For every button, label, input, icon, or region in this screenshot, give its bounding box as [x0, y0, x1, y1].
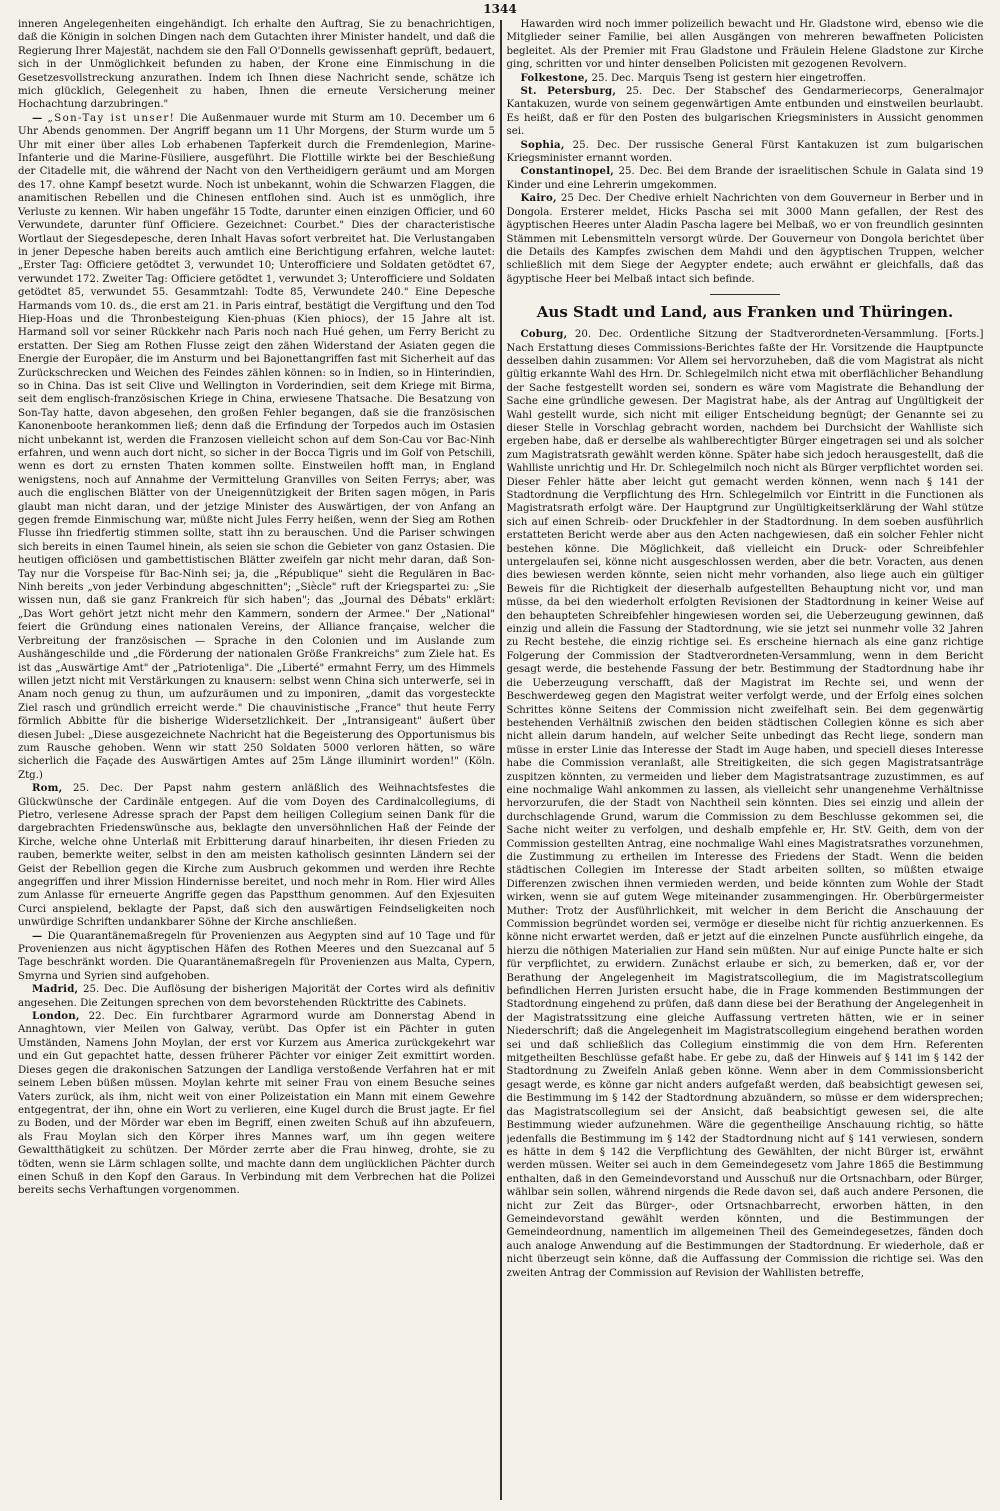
- article-text: 25. Dec. Der Papst nahm gestern anläßlich des Weihnachtsfestes die Glückwünsche der Cardinäle entgegen. Auf die vom Doyen des Cardinalcollegiums, di Pietro, verlesene Adresse sprach der Papst dem heiligen Collegium seinen Dank für die dargebrachten Friedenswünsche aus, beklagte den unversöhnlichen Haß der Feinde der Kirche, welche ohne Unterlaß mit Erbitterung darauf hinarbeiten, ihr diesen Frieden zu rauben, bemerkte weiter, selbst in den am meisten katholisch gesinnten Ländern sei der Geist der Rebellion gegen die Kirche zum Ausbruch gekommen und werden ihre Rechte angegriffen und ihrer Mission Hindernisse bereitet, und noch mehr in Rom. Hier wird Alles zum Anlasse für erneuerte Angriffe gegen das Papstthum genommen. Auf den Exjesuiten Curci anspielend, beklagte der Papst, daß sich den auswärtigen Feindseligkeiten noch unwürdige Schriften undankbarer Söhne der Kirche anschließen.: [18, 783, 495, 929]
- article-text: Die Quarantänemaßregeln für Provenienzen aus Aegypten sind auf 10 Tage und für Provenienzen aus nicht ägyptischen Häfen des Rothen Meeres und den Suezcanal auf 5 Tage beschränkt worden. Die Quarantänemaßregeln für Provenienzen aus Malta, Cypern, Smyrna und Syrien sind aufgehoben.: [18, 930, 495, 982]
- article-text: Die Außenmauer wurde mit Sturm am 10. December um 6 Uhr Abends genommen. Der Angriff begann um 11 Uhr Morgens, der Sturm wurde um 5 Uhr mit einer über alles Lob erhabenen Tapferkeit durch die Fremdenlegion, Marine-Infanterie und die Marine-Füsiliere, ausgeführt. Die Flottille wirkte bei der Beschießung der Citadelle mit, die während der Nacht von den Vertheidigern geräumt und am Morgen des 17. ohne Kampf besetzt wurde. Noch ist unbekannt, wohin die Schwarzen Flaggen, die anamitischen Rebellen und die Chinesen entflohen sind. Auch ist es unmöglich, ihre Verluste zu kennen. Wir haben ungefähr 15 Todte, darunter einen einzigen Officier, und 60 Verwundete, darunter fünf Officiere. Gezeichnet: Courbet." Dies der characteristische Wortlaut der Siegesdepesche, deren Inhalt Havas sofort verbreitet hat. Die Verlustangaben in jener Depesche haben bereits auch amtlich eine Berichtigung erfahren, welche lautet: „Erster Tag: Officiere getödtet 3, verwundet 10; Unterofficiere und Soldaten getödtet 67, verwundet 172. Zweiter Tag: Officiere getödtet 1, verwundet 3; Unterofficiere und Soldaten getödtet 85, verwundet 55. Gesammtzahl: Todte 85, Verwundete 240." Eine Depesche Harmands vom 10. ds., die erst am 21. in Paris eintraf, bestätigt die Vergiftung und den Tod Hiep-Hoas und die Thronbesteigung Kien-phuas (Kien phiocs), der 15 Jahre alt ist. Harmand soll vor seiner Rückkehr nach Paris noch nach Hué gehen, um Ferry Bericht zu erstatten. Der Sieg am Rothen Flusse zeigt den zähen Widerstand der Asiaten gegen die Energie der Europäer, die im Ansturm und bei Bajonettangriffen fast mit Sicherheit auf das Zurückschrecken und Weichen des Feindes zählen können: so in Indien, so in Hinterindien, so in China. Das ist seit Clive und Wellington in Vorderindien, seit dem Kriege mit Birma, seit dem englisch-französischen Kriege in China, erwiesene Thatsache. Die Besatzung von Son-Tay hatte, davon abgesehen, den großen Fehler begangen, daß sie die französischen Kanonenboote herankommen ließ; denn daß die Erfindung der Torpedos auch im Ostasien nicht unbekannt ist, werden die Franzosen vielleicht schon auf dem Son-Cau vor Bac-Ninh erfahren, und wenn auch dort nicht, so sicher in der Bocca Tigris und im Golf von Petschili, wenn es dort zu ernsten Thaten kommen sollte. Einstweilen hofft man, in England wenigstens, noch auf Annahme der Vermittelung Granvilles von Seiten Ferrys; aber, was auch die englischen Blätter von der Uneigennützigkeit der Briten sagen mögen, in Paris glaubt man nicht daran, und der jetzige Minister des Auswärtigen, der von Anfang an gegen fremde Einmischung war, müßte nicht Jules Ferry heißen, wenn der Sieg am Rothen Flusse ihn friedfertig stimmen sollte, statt ihn zu berauschen. Und die Pariser schwingen sich bereits in einen Taumel hinein, als seien sie schon die Gebieter von ganz Ostasien. Die heutigen officiösen und gambettistischen Blätter zweifeln gar nicht mehr daran, daß Son-Tay nur die Vorspeise für Bac-Ninh sei; ja, die „République" sieht die Regulären in Bac-Ninh bereits „von jeder Verbindung abgeschnitten"; „Siècle" ruft der Kriegspartei zu: „Sie wissen nun, daß sie ganz Frankreich für sich haben"; das „Journal des Débats" erklärt: „Das Wort gehört jetzt nicht mehr den Kammern, sondern der Armee." Der „National" feiert die Gründung eines nationalen Vereins, der Alliance française, welcher die Verbreitung der französischen — Sprache in den Colonien und im Auslande zum Aushängeschilde und „die Förderung der nationalen Größe Frankreichs" zum Ziele hat. Es ist das „Auswärtige Amt" der „Patriotenliga". Die „Liberté" ermahnt Ferry, um des Himmels willen jetzt nicht mit Verstärkungen zu knausern: selbst wenn China sich unterwerfe, sei in Anam noch genug zu thun, um aufzuräumen und zu imponiren, „damit das vorgesteckte Ziel rasch und gründlich erreicht werde." Die chauvinistische „France" thut heute Ferry förmlich Abbitte für die bisherige Widersetzlichkeit. Der „Intransigeant" äußert über diesen Jubel: „Diese ausgezeichnete Nachricht hat die Begeisterung des Opportunismus bis zum Rausche gehoben. Wenn wir statt 250 Soldaten 5000 verloren hätten, so wäre sicherlich die Façade des Auswärtigen Amtes auf 25m Länge illuminirt worden!" (Köln. Ztg.): [18, 112, 495, 781]
- article-emphasis: „Son-Tay ist unser!: [47, 112, 176, 124]
- left-column: [18, 18, 495, 1504]
- article-paragraph: [507, 192, 984, 286]
- right-column-news: [507, 18, 984, 286]
- article-text: 20. Dec. Ordentliche Sitzung der Stadtverordneten-Versammlung. [Forts.] Nach Erstattung dieses Commissions-Berichtes faßte der Hr. Vorsitzende die Hauptpuncte desselben dahin zusammen: Vor Allem sei hervorzuheben, daß die vom Magistrat als nicht gültig erkannte Wahl des Hrn. Dr. Schlegelmilch nicht etwa mit oberflächlicher Behandlung der Sache festgestellt worden sei, sondern es wäre vom Magistrate die Behandlung der Sache eine gründliche gewesen. Der Magistrat habe, als der Antrag auf Ungültigkeit der Wahl gestellt wurde, sich nicht mit eiliger Entscheidung begnügt; der Genannte sei zu dieser Stelle in Vorschlag gebracht worden, nachdem bei Durchsicht der Wahlliste sich ergeben habe, daß er derselbe als wahlberechtigter Bürger eingetragen sei und als solcher zum Magistratsrath gewählt werden könne. Später habe sich jedoch herausgestellt, daß die Wahlliste unrichtig und Hr. Dr. Schlegelmilch noch nicht als Bürger verpflichtet worden sei. Dieser Fehler hätte aber leicht gut gemacht werden können, wenn nach § 141 der Stadtordnung die Verpflichtung des Hrn. Schlegelmilch vor Eintritt in die Functionen als Magistratsrath erfolgt wäre. Der Hauptgrund zur Ungültigkeitserklärung der Wahl stütze sich auf einen Schreib- oder Druckfehler in der Stadtordnung. In dem soeben ausführlich erstatteten Bericht werde aber aus den Acten nachgewiesen, daß ein solcher Fehler nicht bestehen könne. Die Möglichkeit, daß vielleicht ein Druck- oder Schreibfehler untergelaufen sei, könne nicht ausgeschlossen werden, aber die betr. Voracten, aus denen dies bewiesen werden könnte, seien nicht mehr vorhanden, also liege auch ein gültiger Beweis für die Richtigkeit der dieserhalb aufgestellten Behauptung nicht vor, und man müsse, da bei den wiederholt erfolgten Revisionen der Stadtordnung in keiner Weise auf den behaupteten Schreibfehler hingewiesen worden sei, die Ueberzeugung gewinnen, daß einzig und allein die Fassung der Stadtordnung, wie sie jetzt sei nunmehr volle 32 Jahren zu Recht bestehe, die einzig richtige sei. Es erscheine hiernach als eine ganz richtige Folgerung der Commission der Stadtverordneten-Versammlung, wenn in dem Bericht gesagt werde, die bestehende Fassung der betr. Bestimmung der Stadtordnung habe ihr die Ueberzeugung verschafft, daß der Magistrat im Rechte sei, und wenn der Beschwerdeweg gegen den Magistrat weiter verfolgt werde, und der Erfolg eines solchen Schrittes könne Seitens der Commission nicht zweifelhaft sein. Bei dem gegenwärtig bestehenden Verhältniß zwischen den beiden städtischen Collegien könne es sich aber nicht allein darum handeln, auf welcher Seite unbedingt das Recht liege, sondern man müsse in erster Linie das Interesse der Stadt im Auge haben, und speciell dieses Interesse habe die Commission veranlaßt, alle Streitigkeiten, die sich gegen Magistratsanträge zuspitzen könnten, zu vermeiden und lieber dem Magistratsantrage zuzustimmen, es auf eine nochmalige Wahl ankommen zu lassen, als vielleicht sehr unangenehme Verhältnisse hervorzurufen, die der Stadt von Nachtheil sein könnten. Dies sei einzig und allein der durchschlagende Grund, warum die Commission zu dem Beschlusse gekommen sei, die Sache nicht weiter zu verfolgen, und deshalb empfehle er, Hr. StV. Geith, dem von der Commission gestellten Antrag, eine nochmalige Wahl eines Magistratsrathes vorzunehmen, die Zustimmung zu ertheilen im Interesse des Friedens der Stadt. Wenn die beiden städtischen Collegien im Interesse der Stadt arbeiten sollten, so müßten etwaige Differenzen zwischen ihnen vermieden werden, und beide könnten zum Wohle der Stadt wirken, wenn sie auf gutem Wege miteinander zusammengingen. Hr. Oberbürgermeister Muther: Trotz der Ausführlichkeit, mit welcher in dem Bericht die Anschauung der Commission begründet worden sei, vermöge er dieselbe nicht für richtig anzuerkennen. Es könne nicht erwartet werden, daß er jetzt auf die einzelnen Puncte ausführlich eingehe, da hierzu die nöthigen Materialien zur Hand sein müßten. Nur auf einige Puncte halte er sich für verpflichtet, zu erwidern. Zunächst erlaube er sich, zu bemerken, daß er, vor der Berathung der Angelegenheit im Magistratscollegium, die im Magistratscollegium befindlichen Herren Juristen ersucht habe, die in Frage kommenden Bestimmungen der Stadtordnung eingehend zu prüfen, daß dann diese bei der Berathung der Angelegenheit in der Magistratssitzung eine gleiche Auffassung vertreten hätten, wie er in seiner Niederschrift; daß die Angelegenheit im Magistratscollegium eingehend berathen worden sei und daß schließlich das Collegium einstimmig die von dem Hrn. Referenten mitgetheilten Beschlüsse gefaßt habe. Er gebe zu, daß der Hinweis auf § 141 im § 142 der Stadtordnung zu Zweifeln Anlaß geben könne. Wenn aber in dem Commissionsbericht gesagt werde, es könne gar nicht anders aufgefaßt werden, daß beabsichtigt gewesen sei, die Bestimmung im § 142 der Stadtordnung abzuändern, so müsse er dem widersprechen; das Magistratscollegium sei der Ansicht, daß beabsichtigt gewesen sei, die alte Bestimmung wieder aufzunehmen. Wäre die gegentheilige Anschauung richtig, so hätte jedenfalls die Bestimmung im § 142 der Stadtordnung nicht auf § 141 verwiesen, sondern es hätte in dem § 142 die Verpflichtung des Gewählten, der nicht Bürger ist, erwähnt werden müssen. Weiter sei auch in dem Gemeindegesetz vom Jahre 1865 die Bestimmung enthalten, daß in den Gemeindevorstand und Ausschuß nur die Ortsnachbarn, oder Bürger, wählbar sein sollen, während nirgends die Rede davon sei, daß auch andere Personen, die nicht zur Zeit das Bürger-, oder Ortsnachbarrecht, erworben hätten, in den Gemeindevorstand gewählt werden könnten, und die Bestimmungen der Gemeindeordnung, namentlich im allgemeinen Theil des Gemeindegesetzes, fänden doch auch analoge Anwendung auf die Bestimmungen der Stadtordnung. Er wiederhole, daß er nicht überzeugt sein könne, daß die Auffassung der Commission die richtige sei. Was den zweiten Antrag der Commission auf Revision der Wahllisten betreffe,: [506, 329, 984, 1279]
- article-text: 22. Dec. Ein furchtbarer Agrarmord wurde am Donnerstag Abend in Annaghtown, vier Meilen von Galway, verübt. Das Opfer ist ein Pächter in guten Umständen, Namens John Moylan, der erst vor Kurzem aus America zurückgekehrt war und ein Gut gepachtet hatte, dessen früherer Pächter vor einiger Zeit exmittirt worden. Dieses gegen die drakonischen Satzungen der Landliga verstoßende Verfahren hat er mit seinem Leben büßen müssen. Moylan kehrte mit seiner Frau von einem Besuche seines Vaters zurück, als ihm, nicht weit von einer Polizeistation ein Mann mit einem Gewehre entgegentrat, der ihn, ohne ein Wort zu verlieren, eine Kugel durch die Brust jagte. Er fiel zu Boden, und der Mörder war eben im Begriff, einen zweiten Schuß auf ihn abzufeuern, als Frau Moylan sich den Körper ihres Mannes warf, um ihn gegen weitere Gewaltthätigkeit zu schützen. Der Mörder zerrte aber die Frau hinweg, drohte, sie zu tödten, wenn sie Lärm schlagen sollte, und machte dann dem unglücklichen Pächter durch einen Schuß in den Kopf den Garaus. In Verbindung mit dem Verbrechen hat die Polizei bereits sechs Verhaftungen vorgenommen.: [18, 1011, 495, 1197]
- article-text: 25. Dec. Der Stabschef des Gendarmeriecorps, Generalmajor Kantakuzen, wurde von seinem gegenwärtigen Amte entbunden und einstweilen beurlaubt. Es heißt, daß er für den Posten des bulgarischen Kriegsministers in Aussicht genommen sei.: [506, 86, 984, 138]
- article-paragraph: [18, 18, 495, 112]
- article-paragraph: [507, 139, 984, 166]
- article-paragraph: [18, 782, 495, 929]
- article-paragraph: [507, 18, 984, 72]
- article-dateline: St. Petersburg,: [520, 85, 617, 98]
- article-text: Hawarden wird noch immer polizeilich bewacht und Hr. Gladstone wird, ebenso wie die Mitglieder seiner Familie, bei allen Ausgängen von mehreren bewaffneten Policisten begleitet. Als der Premier mit Frau Gladstone und Fräulein Helene Gladstone zur Kirche ging, schritten vor und hinter denselben Policisten mit gezogenen Revolvern.: [506, 19, 984, 71]
- article-paragraph: [507, 165, 984, 192]
- article-dateline: Coburg,: [520, 328, 568, 341]
- article-text: inneren Angelegenheiten eingehändigt. Ich erhalte den Auftrag, Sie zu benachrichtigen, daß die Königin in solchen Dingen nach dem Gutachten ihrer Minister handelt, und daß die Regierung Ihrer Majestät, nachdem sie den Fall O'Donnells gewissenhaft geprüft, bedauert, sich in der Unmöglichkeit befunden zu haben, der Krone eine Einmischung in die Gesetzesvollstreckung anzurathen. Indem ich Ihnen diese Nachricht sende, schätze ich mich glücklich, Gelegenheit zu haben, Ihnen die erneute Versicherung meiner Hochachtung darzubringen.": [18, 19, 495, 111]
- page-number: 1344: [483, 2, 517, 16]
- article-dateline: Folkestone,: [520, 71, 589, 84]
- article-paragraph: [507, 328, 984, 1280]
- article-dateline: Constantinopel,: [520, 165, 615, 178]
- article-dateline: Madrid,: [32, 983, 79, 996]
- article-paragraph: [507, 72, 984, 85]
- article-text: 25 Dec. Der Chedive erhielt Nachrichten von dem Gouverneur in Berber und in Dongola. Ersterer meldet, Hicks Pascha sei mit 3000 Mann gefallen, der Rest des ägyptischen Heeres unter Aladin Pascha lagere bei Melbaß, wo er von freundlich gesinnten Stämmen mit Lebensmitteln versorgt würde. Der Gouverneur von Dongola berichtet über die Details des Kampfes zwischen dem Mahdi und den ägyptischen Truppen, welcher schließlich mit dem Siege der Aegypter endete; auch erwähnt er gleichfalls, daß das ägyptische Heer bei Melbaß intact sich befinde.: [506, 193, 984, 285]
- article-text: 25. Dec. Bei dem Brande der israelitischen Schule in Galata sind 19 Kinder und eine Lehrerin umgekommen.: [506, 166, 984, 191]
- article-paragraph: [507, 85, 984, 139]
- article-dateline: Rom,: [32, 782, 63, 795]
- article-dateline: —: [32, 111, 48, 124]
- article-paragraph: [18, 930, 495, 984]
- article-dateline: London,: [32, 1010, 80, 1023]
- article-paragraph: [18, 1010, 495, 1198]
- article-paragraph: [18, 983, 495, 1010]
- article-dateline: Sophia,: [520, 138, 565, 151]
- article-dateline: —: [32, 929, 48, 942]
- section-heading: Aus Stadt und Land, aus Franken und Thüringen.: [536, 303, 954, 322]
- article-dateline: Kairo,: [520, 192, 557, 205]
- section-separator-rule: [710, 294, 780, 295]
- column-divider: [500, 20, 502, 1500]
- article-text: 25. Dec. Marquis Tseng ist gestern hier eingetroffen.: [588, 72, 867, 84]
- article-text: 25. Dec. Der russische General Fürst Kantakuzen ist zum bulgarischen Kriegsminister ernannt worden.: [506, 139, 984, 165]
- columns-container: [18, 18, 984, 1504]
- right-column-local-news: [507, 328, 984, 1280]
- right-column: [507, 18, 984, 1504]
- article-paragraph: [18, 112, 495, 782]
- article-text: 25. Dec. Die Auflösung der bisherigen Majorität der Cortes wird als definitiv angesehen. Die Zeitungen sprechen von dem bevorstehenden Rücktritte des Cabinets.: [18, 984, 495, 1009]
